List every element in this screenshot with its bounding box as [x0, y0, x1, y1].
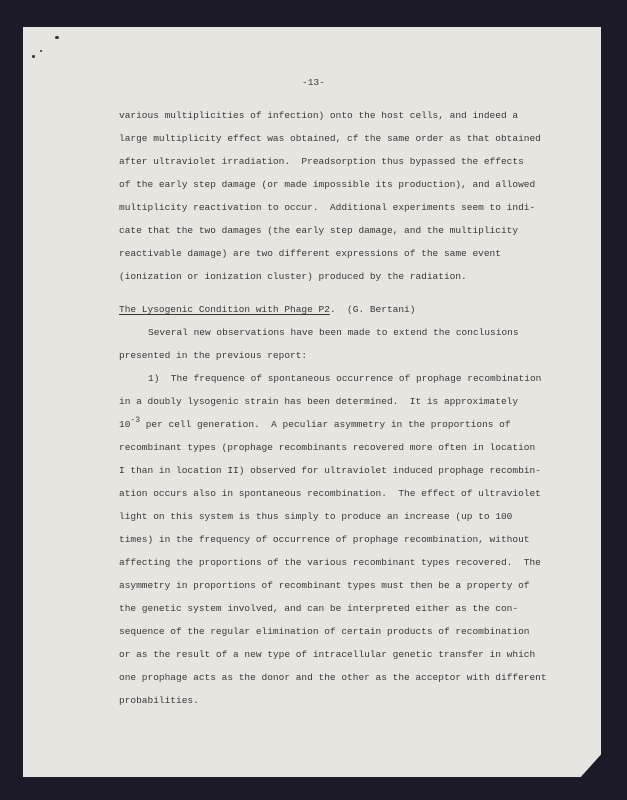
- text-line-exponent: [119, 413, 599, 436]
- ink-speck: [55, 36, 59, 39]
- text-line: probabilities.: [119, 695, 199, 706]
- section-title: The Lysogenic Condition with Phage P2: [119, 304, 330, 315]
- text-line: reactivable damage) are two different expressions of the same event: [119, 248, 501, 259]
- text-line: presented in the previous report:: [119, 350, 308, 361]
- exponent: -3: [130, 416, 141, 425]
- text-line: (ionization or ionization cluster) produced by the radiation.: [119, 271, 467, 282]
- text-line: 1) The frequence of spontaneous occurrence of prophage recombination: [148, 373, 542, 384]
- section-author: . (G. Bertani): [329, 304, 416, 315]
- text-line: sequence of the regular elimination of certain products of recombination: [119, 626, 530, 637]
- text-line: after ultraviolet irradiation. Preadsorption thus bypassed the effects: [119, 156, 524, 167]
- text-line: I than in location II) observed for ultraviolet induced prophage recombin-: [119, 465, 541, 476]
- exponent-base: 10: [119, 419, 131, 430]
- ink-speck: [32, 55, 35, 58]
- text-line: Several new observations have been made to extend the conclusions: [148, 327, 519, 338]
- text-line: of the early step damage (or made impossible its production), and allowed: [119, 179, 536, 190]
- text-line: various multiplicities of infection) onto the host cells, and indeed a: [119, 110, 519, 121]
- text-line: multiplicity reactivation to occur. Additional experiments seem to indi-: [119, 202, 536, 213]
- paragraph-continuation: [119, 104, 599, 288]
- text-line: cate that the two damages (the early step damage, and the multiplicity: [119, 225, 519, 236]
- text-line: large multiplicity effect was obtained, cf the same order as that obtained: [119, 133, 541, 144]
- text-line: one prophage acts as the donor and the other as the acceptor with different: [119, 672, 547, 683]
- text-line: the genetic system involved, and can be interpreted either as the con-: [119, 603, 519, 614]
- text-line: asymmetry in proportions of recombinant types must then be a property of: [119, 580, 530, 591]
- section-body: [119, 321, 599, 712]
- text-line: ation occurs also in spontaneous recombination. The effect of ultraviolet: [119, 488, 541, 499]
- section-heading: [119, 298, 415, 321]
- text-line: affecting the proportions of the various recombinant types recovered. The: [119, 557, 541, 568]
- text-line: times) in the frequency of occurrence of prophage recombination, without: [119, 534, 530, 545]
- text-line: in a doubly lysogenic strain has been determined. It is approximately: [119, 396, 519, 407]
- text-line: or as the result of a new type of intracellular genetic transfer in which: [119, 649, 536, 660]
- page-number: -13-: [302, 77, 325, 88]
- text-line: light on this system is thus simply to produce an increase (up to 100: [119, 511, 513, 522]
- exponent-line-rest: per cell generation. A peculiar asymmetry in the proportions of: [140, 419, 511, 430]
- text-line: recombinant types (prophage recombinants recovered more often in location: [119, 442, 536, 453]
- ink-speck: [40, 50, 42, 52]
